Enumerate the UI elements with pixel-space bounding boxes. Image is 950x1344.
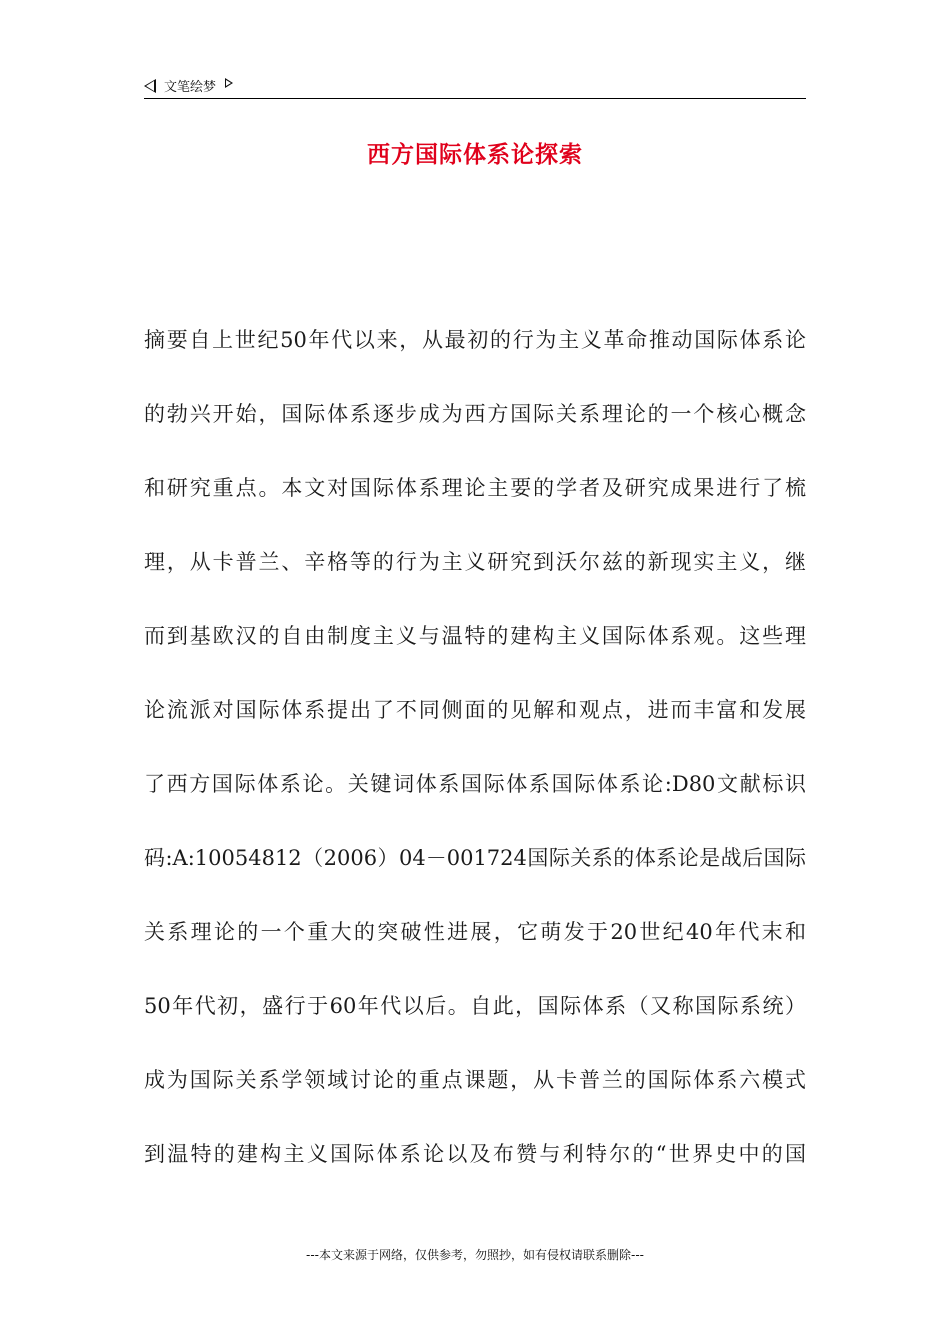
document-body	[144, 320, 806, 1208]
body-line: 的勃兴开始，国际体系逐步成为西方国际关系理论的一个核心概念	[144, 402, 806, 426]
body-line: 理，从卡普兰、辛格等的行为主义研究到沃尔兹的新现实主义，继	[144, 550, 806, 574]
document-title: 西方国际体系论探索	[367, 141, 583, 168]
body-line: 成为国际关系学领域讨论的重点课题，从卡普兰的国际体系六模式	[144, 1068, 806, 1092]
triangle-right-icon	[225, 78, 233, 88]
page-header	[144, 72, 806, 99]
brand-label: 文笔绘梦	[164, 80, 217, 95]
body-line: 而到基欧汉的自由制度主义与温特的建构主义国际体系观。这些理	[144, 624, 806, 648]
body-line: 论流派对国际体系提出了不同侧面的见解和观点，进而丰富和发展	[144, 698, 806, 722]
body-line: 50年代初，盛行于60年代以后。自此，国际体系（又称国际系统）	[144, 994, 806, 1018]
body-line: 关系理论的一个重大的突破性进展，它萌发于20世纪40年代末和	[144, 920, 806, 944]
body-line: 和研究重点。本文对国际体系理论主要的学者及研究成果进行了梳	[144, 476, 806, 500]
body-line: 了西方国际体系论。关键词体系国际体系国际体系论:D80文献标识	[144, 772, 806, 796]
footer-notice: ---本文来源于网络，仅供参考，勿照抄，如有侵权请联系删除---	[306, 1248, 644, 1262]
body-line: 摘要自上世纪50年代以来，从最初的行为主义革命推动国际体系论	[144, 328, 806, 352]
body-line: 到温特的建构主义国际体系论以及布赞与利特尔的“世界史中的国	[144, 1142, 806, 1166]
triangle-left-icon	[144, 79, 156, 93]
body-line: 码:A:10054812（2006）04－001724国际关系的体系论是战后国际	[144, 846, 806, 870]
brand	[144, 76, 233, 95]
